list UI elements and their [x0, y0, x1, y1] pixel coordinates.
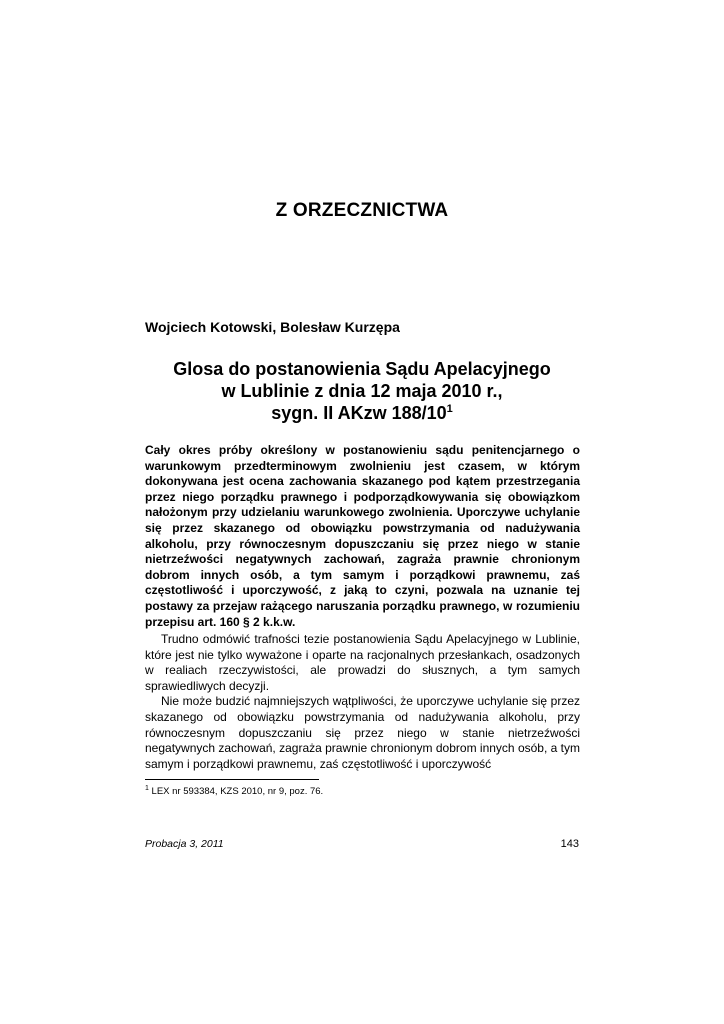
- article-authors: Wojciech Kotowski, Bolesław Kurzępa: [145, 319, 400, 335]
- footnote-mark: 1: [145, 785, 149, 792]
- footnote-text: LEX nr 593384, KZS 2010, nr 9, poz. 76.: [151, 786, 324, 797]
- article-thesis: Cały okres próby określony w postanowieniu sądu penitencjarnego o warunkowym przedterminowym zwolnieniu jest czasem, w którym dokonywana jest ocena zachowania skazanego pod kątem przestrzegania przez niego porządku prawnego i podporządkowywania się obowiązkom nałożonym przy udzielaniu warunkowego zwolnienia. Uporczywe uchylanie się przez skazanego od obowiązku powstrzymania od nadużywania alkoholu, przy równoczesnym dopuszczaniu się przez niego w stanie nietrzeźwości negatywnych zachowań, zagraża prawnie chronionym dobrom innych osób, a tym samym i porządkowi prawnemu, zaś częstotliwość i uporczywość, z jaką to czyni, pozwala na uznanie tej postawy za przejaw rażącego naruszania porządku prawnego, w rozumieniu przepisu art. 160 § 2 k.k.w.: [145, 443, 580, 629]
- article-title-line-3: [0, 402, 724, 424]
- body-paragraph-2: Nie może budzić najmniejszych wątpliwości, że uporczywe uchylanie się przez skazanego od obowiązku powstrzymania od nadużywania alkoholu, przy równoczesnym dopuszczaniu się przez niego w stanie nietrzeźwości negatywnych zachowań, zagraża prawnie chronionym dobrom innych osób, a tym samym i porządkowi prawnemu, zaś częstotliwość i uporczywość: [145, 694, 580, 771]
- title-footnote-mark: 1: [446, 403, 453, 415]
- article-title-line-2: w Lublinie z dnia 12 maja 2010 r.,: [221, 381, 503, 401]
- article-title-line-3-text: sygn. II AKzw 188/10: [271, 403, 447, 423]
- footnote: [145, 786, 323, 798]
- page-number: 143: [560, 838, 579, 850]
- article-title: [0, 358, 724, 424]
- footnote-divider: [145, 779, 319, 780]
- article-title-line-1: Glosa do postanowienia Sądu Apelacyjnego: [173, 359, 551, 379]
- article-body: [145, 632, 580, 772]
- section-title: Z ORZECZNICTWA: [275, 200, 449, 221]
- body-paragraph-1: Trudno odmówić trafności tezie postanowienia Sądu Apelacyjnego w Lublinie, które jest nie tylko wyważone i oparte na racjonalnych przesłankach, osadzonych w realiach rzeczywistości, ale prowadzi do słusznych, a tym samych sprawiedliwych decyzji.: [145, 632, 580, 693]
- footer-journal: Probacja 3, 2011: [145, 838, 224, 850]
